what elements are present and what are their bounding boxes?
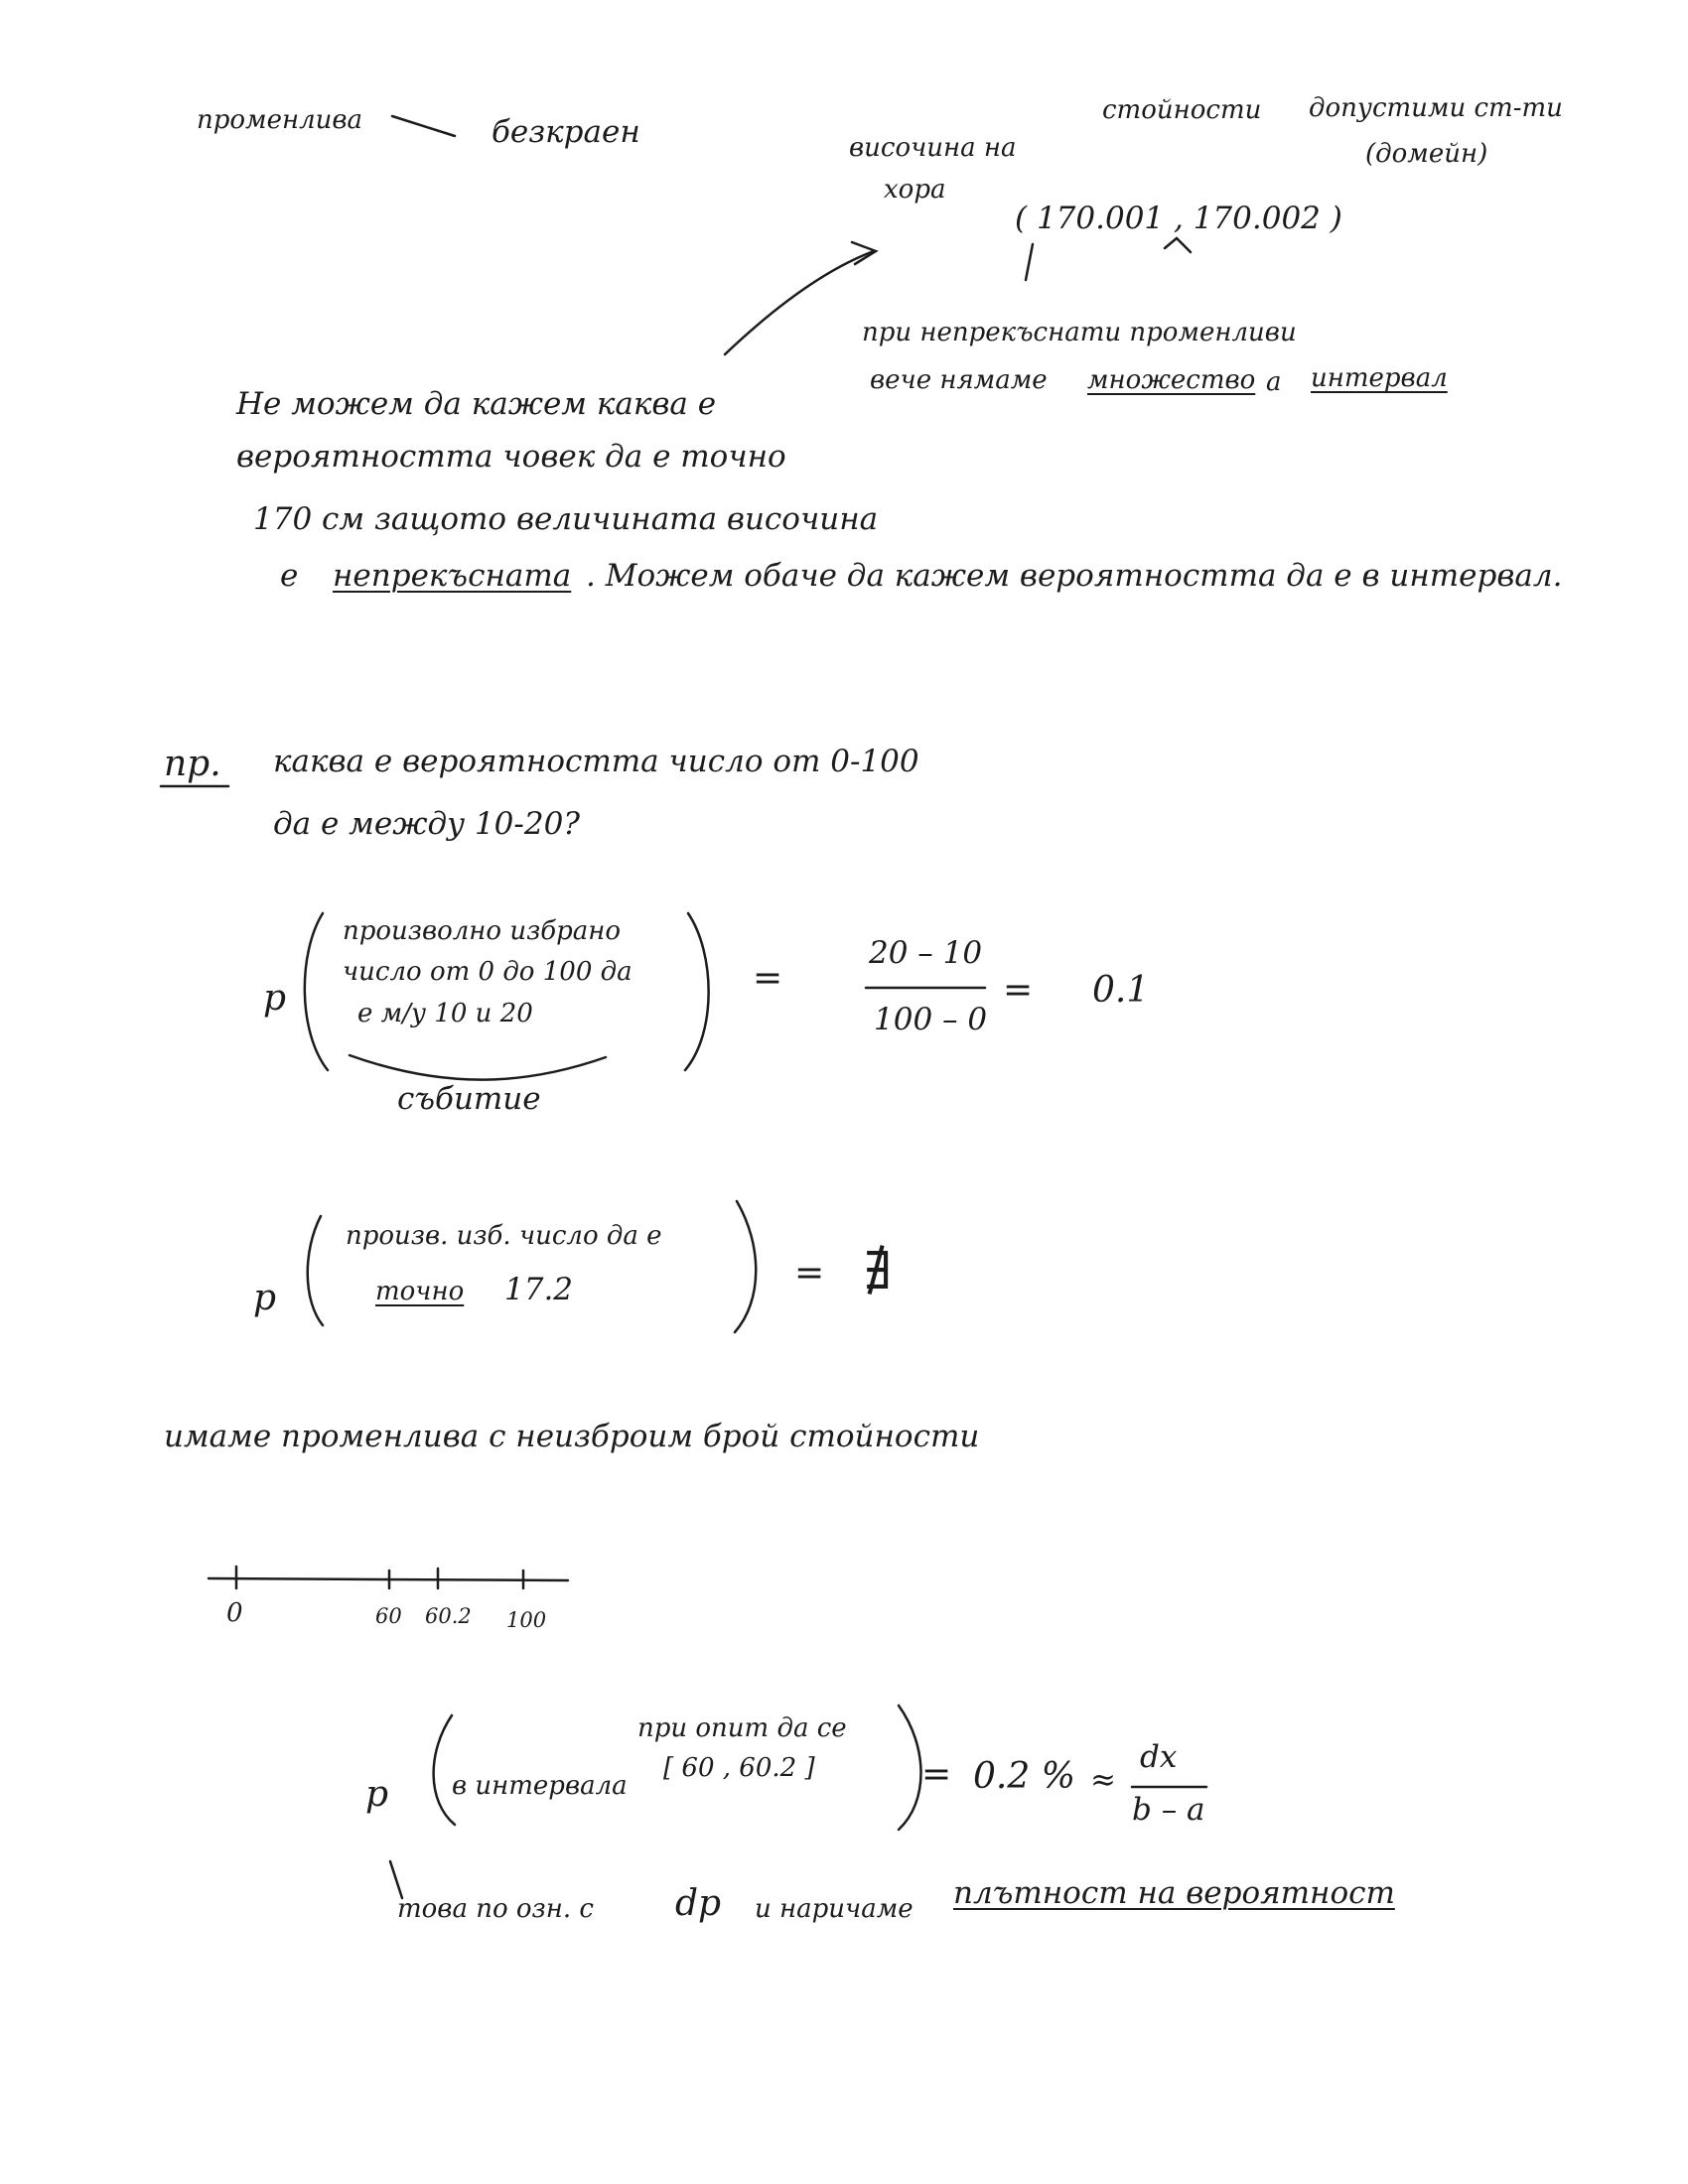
note-line4-e: е — [280, 558, 299, 594]
not-exists-symbol: ∄ — [864, 1242, 893, 1301]
probability-symbol-2: p — [253, 1278, 277, 1318]
tick-label-60-2: 60.2 — [425, 1604, 472, 1628]
fraction-numerator: 20 – 10 — [869, 935, 983, 971]
number-line — [209, 1578, 568, 1580]
probability-symbol-1: p — [263, 978, 287, 1019]
exactly-word: точно — [375, 1277, 465, 1306]
interval-word: интервал — [1311, 363, 1448, 393]
interval-example: ( 170.001 , 170.002 ) — [1015, 201, 1342, 236]
event-caption: събитие — [397, 1081, 541, 1117]
but-word: а — [1266, 367, 1282, 397]
continuous-word: непрекъсната — [333, 558, 572, 594]
exact-value: 17.2 — [504, 1272, 574, 1307]
note-line4-rest: . Можем обаче да кажем вероятността да е в интервал. — [586, 558, 1563, 594]
variable-label: променлива — [197, 105, 363, 135]
infinite-label: безкраен — [492, 114, 640, 150]
paren-right-3 — [899, 1706, 921, 1830]
event3-left: в интервала — [452, 1771, 628, 1801]
question-line1: каква е вероятността число от 0-100 — [273, 744, 919, 779]
event1-line3: е м/у 10 и 20 — [357, 999, 533, 1028]
equals-2: = — [1003, 970, 1034, 1011]
note-line2: вероятността човек да е точно — [236, 439, 786, 475]
uncountable-statement: имаме променлива с неизброим брой стойности — [164, 1419, 980, 1454]
p-pointer — [390, 1861, 402, 1898]
heights-label: височина на — [849, 133, 1017, 163]
footer-part1: това по озн. с — [397, 1894, 594, 1924]
allowed-values-label: допустими ст-ти — [1309, 93, 1563, 123]
density-term: плътност на вероятност — [953, 1875, 1395, 1911]
interval-pointer-left — [1026, 244, 1033, 280]
percent-result: 0.2 % — [973, 1756, 1075, 1797]
equals-3: = — [794, 1253, 825, 1294]
dp-symbol: dp — [675, 1883, 722, 1924]
set-word: множество — [1087, 365, 1256, 395]
ba-denominator: b – a — [1132, 1792, 1205, 1828]
equals-4: = — [921, 1754, 952, 1795]
continuous-note-line2a: вече нямаме — [870, 365, 1048, 395]
question-line2: да е между 10-20? — [273, 806, 580, 842]
tick-label-100: 100 — [506, 1608, 547, 1632]
approx-symbol: ≈ — [1090, 1762, 1116, 1798]
paren-right-1 — [685, 913, 709, 1070]
paren-left-3 — [434, 1715, 455, 1825]
interval-pointer-right — [1165, 238, 1191, 252]
dx-numerator: dx — [1140, 1739, 1178, 1775]
event1-line2: число от 0 до 100 да — [343, 957, 633, 987]
arrow-line — [725, 251, 874, 354]
event1-line1: произволно избрано — [343, 916, 622, 946]
equals-1: = — [753, 958, 783, 999]
paren-left-2 — [308, 1216, 323, 1325]
note-line3: 170 см защото величината височина — [253, 501, 879, 537]
fraction-denominator: 100 – 0 — [874, 1002, 988, 1037]
connector-dash — [392, 116, 455, 136]
tick-label-60: 60 — [375, 1604, 402, 1628]
values-label: стойности — [1102, 95, 1262, 125]
note-line1: Не можем да кажем каква е — [236, 386, 717, 422]
event-brace — [350, 1055, 606, 1080]
tick-label-0: 0 — [226, 1598, 243, 1628]
result-value: 0.1 — [1092, 970, 1150, 1011]
event2-line1: произв. изб. число да е — [346, 1221, 662, 1251]
paren-right-2 — [735, 1201, 756, 1332]
arrow-head — [852, 242, 876, 264]
probability-symbol-3: p — [365, 1774, 389, 1815]
footer-part3: и наричаме — [755, 1894, 914, 1924]
domain-label: (домейн) — [1365, 139, 1488, 169]
event3-interval: [ 60 , 60.2 ] — [663, 1753, 815, 1783]
people-label: хора — [884, 175, 946, 205]
event3-top: при опит да се — [637, 1713, 847, 1743]
paren-left-1 — [305, 913, 328, 1070]
example-label: пр. — [164, 744, 221, 784]
continuous-note-line1: при непрекъснати променливи — [862, 318, 1297, 347]
